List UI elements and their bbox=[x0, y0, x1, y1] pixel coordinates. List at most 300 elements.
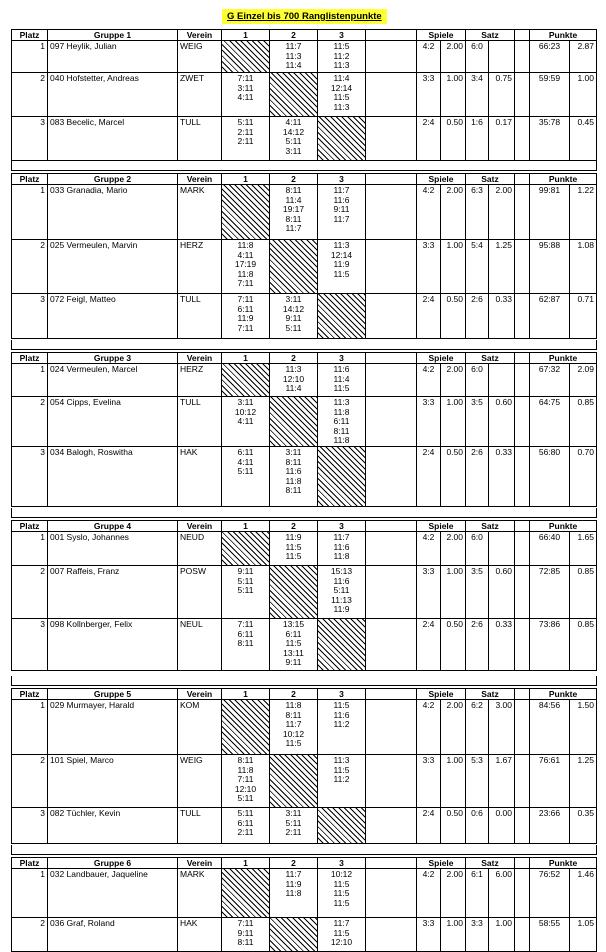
spacer-cell bbox=[365, 755, 416, 808]
cell-text: 1.25 bbox=[495, 240, 512, 250]
cell-text: NEUD bbox=[180, 532, 205, 542]
set-score: 11:4 bbox=[285, 194, 302, 205]
set-score: 5:11 bbox=[285, 817, 302, 828]
self-match-hatched-cell bbox=[221, 532, 269, 566]
cell-spiele bbox=[416, 41, 440, 73]
set-score: 11:2 bbox=[333, 719, 350, 730]
header-satz: Satz bbox=[465, 520, 514, 532]
cell-text: 2.00 bbox=[446, 364, 463, 374]
cell-text: 62:87 bbox=[538, 294, 561, 304]
cell-text: 0.33 bbox=[495, 619, 512, 629]
cell-satz bbox=[465, 117, 488, 161]
cell-punkte bbox=[529, 808, 569, 844]
cell-satz bbox=[465, 397, 488, 447]
header-verein: Verein bbox=[177, 173, 221, 185]
table-row bbox=[11, 294, 597, 339]
set-score: 7:11 bbox=[237, 322, 254, 333]
cell-text: NEUL bbox=[180, 619, 203, 629]
cell-punkte bbox=[529, 869, 569, 918]
set-score: 11:3 bbox=[333, 101, 350, 112]
set-score: 7:11 bbox=[237, 73, 254, 83]
cell-platz bbox=[11, 294, 47, 339]
header-gap bbox=[365, 857, 416, 869]
cell-p-q bbox=[569, 397, 597, 447]
cell-text: 025 Vermeulen, Marvin bbox=[50, 240, 138, 250]
cell-text bbox=[318, 364, 365, 395]
cell-text: 95:88 bbox=[538, 240, 561, 250]
header-group-name: Gruppe 6 bbox=[47, 857, 177, 869]
cell-text: 2:4 bbox=[422, 294, 435, 304]
table-row bbox=[11, 755, 597, 808]
cell-spiele bbox=[416, 447, 440, 507]
cell-s-q bbox=[440, 808, 465, 844]
set-score: 13:11 bbox=[283, 647, 304, 658]
cell-text: 1.00 bbox=[577, 73, 594, 83]
cell-text: 0.50 bbox=[446, 619, 463, 629]
set-score: 11:6 bbox=[333, 709, 350, 720]
cell-s-q bbox=[440, 364, 465, 397]
set-score: 3:11 bbox=[285, 447, 302, 457]
cell-text: 1.67 bbox=[495, 755, 512, 765]
set-score: 8:11 bbox=[285, 485, 302, 496]
header-gap bbox=[365, 520, 416, 532]
header-match-2: 2 bbox=[269, 688, 317, 700]
set-score: 11:3 bbox=[333, 240, 350, 250]
cell-sa-q bbox=[488, 185, 514, 240]
set-score: 5:11 bbox=[237, 585, 254, 596]
set-score: 11:13 bbox=[331, 594, 352, 605]
cell-text: 2:4 bbox=[422, 808, 435, 818]
cell-p-q bbox=[569, 73, 597, 117]
header-match-1: 1 bbox=[221, 857, 269, 869]
set-score: 11:8 bbox=[333, 406, 350, 417]
header-match-2: 2 bbox=[269, 352, 317, 364]
cell-spiele bbox=[416, 619, 440, 671]
set-score: 12:14 bbox=[330, 82, 353, 93]
cell-p-q bbox=[569, 41, 597, 73]
cell-text bbox=[318, 869, 365, 909]
cell-text: 3:3 bbox=[422, 755, 435, 765]
cell-punkte bbox=[529, 41, 569, 73]
set-score: 11:4 bbox=[333, 73, 350, 83]
cell-text: 3:3 bbox=[422, 566, 435, 576]
set-score: 5:11 bbox=[237, 575, 254, 586]
cell-text: 1.00 bbox=[446, 918, 463, 928]
cell-r3 bbox=[317, 532, 365, 566]
cell-text: 0.50 bbox=[446, 117, 463, 127]
self-match-hatched-cell bbox=[221, 185, 269, 240]
set-score: 2:11 bbox=[237, 126, 254, 137]
header-match-2: 2 bbox=[269, 520, 317, 532]
cell-sa-q bbox=[488, 918, 514, 952]
cell-name bbox=[47, 918, 177, 952]
set-score: 11:8 bbox=[285, 475, 302, 486]
spacer-cell bbox=[514, 240, 529, 294]
cell-text bbox=[318, 566, 365, 616]
cell-name bbox=[47, 397, 177, 447]
spacer-cell bbox=[514, 397, 529, 447]
cell-punkte bbox=[529, 117, 569, 161]
cell-platz bbox=[11, 240, 47, 294]
cell-text: 0.35 bbox=[577, 808, 594, 818]
header-satz: Satz bbox=[465, 688, 514, 700]
cell-platz bbox=[11, 700, 47, 755]
cell-text: 2.00 bbox=[446, 185, 463, 195]
cell-verein bbox=[177, 532, 221, 566]
cell-punkte bbox=[529, 397, 569, 447]
cell-r2 bbox=[269, 700, 317, 755]
cell-text: 3:5 bbox=[471, 566, 483, 576]
cell-text: 2 bbox=[40, 755, 45, 765]
set-score: 11:8 bbox=[333, 551, 350, 562]
cell-s-q bbox=[440, 397, 465, 447]
cell-text: 4:2 bbox=[422, 700, 435, 710]
cell-r3 bbox=[317, 240, 365, 294]
set-score: 11:7 bbox=[333, 213, 350, 224]
header-satz: Satz bbox=[465, 857, 514, 869]
cell-text: 0.60 bbox=[495, 566, 512, 576]
cell-p-q bbox=[569, 869, 597, 918]
cell-text: POSW bbox=[180, 566, 206, 576]
cell-text: 0.45 bbox=[577, 117, 594, 127]
cell-text: 3:3 bbox=[422, 397, 435, 407]
set-score: 7:11 bbox=[237, 918, 254, 928]
cell-text: 2:4 bbox=[422, 619, 435, 629]
set-score: 6:11 bbox=[333, 416, 350, 427]
cell-p-q bbox=[569, 755, 597, 808]
header-satz: Satz bbox=[465, 173, 514, 185]
cell-r1 bbox=[221, 566, 269, 619]
cell-r3 bbox=[317, 755, 365, 808]
cell-name bbox=[47, 755, 177, 808]
cell-text: 1.65 bbox=[577, 532, 594, 542]
cell-satz bbox=[465, 619, 488, 671]
cell-text: 0.85 bbox=[577, 397, 594, 407]
set-score: 11:3 bbox=[333, 397, 350, 407]
cell-text: 2 bbox=[40, 566, 45, 576]
cell-text bbox=[318, 397, 365, 447]
self-match-hatched-cell bbox=[269, 73, 317, 117]
cell-r1 bbox=[221, 117, 269, 161]
set-score: 6:11 bbox=[237, 447, 254, 457]
cell-text: TULL bbox=[180, 294, 201, 304]
cell-text: ZWET bbox=[180, 73, 205, 83]
cell-s-q bbox=[440, 185, 465, 240]
cell-text: 0.17 bbox=[495, 117, 512, 127]
cell-sa-q bbox=[488, 869, 514, 918]
set-score: 11:9 bbox=[333, 604, 350, 615]
header-spiele: Spiele bbox=[416, 857, 465, 869]
header-group-name: Gruppe 1 bbox=[47, 29, 177, 41]
set-score: 15:13 bbox=[330, 566, 353, 576]
cell-s-q bbox=[440, 447, 465, 507]
set-score: 8:11 bbox=[333, 425, 350, 436]
set-score: 11:6 bbox=[333, 575, 350, 586]
cell-text bbox=[489, 364, 514, 366]
cell-text bbox=[222, 240, 269, 290]
header-match-2: 2 bbox=[269, 29, 317, 41]
table-row bbox=[11, 117, 597, 161]
cell-s-q bbox=[440, 117, 465, 161]
set-score: 11:5 bbox=[333, 764, 350, 775]
cell-verein bbox=[177, 918, 221, 952]
spacer-cell bbox=[514, 73, 529, 117]
set-score: 4:11 bbox=[285, 117, 302, 127]
header-spiele: Spiele bbox=[416, 173, 465, 185]
self-match-hatched-cell bbox=[317, 447, 365, 507]
cell-text bbox=[270, 808, 317, 839]
cell-text: 082 Tüchler, Kevin bbox=[50, 808, 121, 818]
cell-text: 99:81 bbox=[538, 185, 561, 195]
cell-r3 bbox=[317, 397, 365, 447]
set-score: 5:11 bbox=[237, 808, 254, 818]
cell-text: 4:2 bbox=[422, 532, 435, 542]
cell-text: 66:40 bbox=[538, 532, 561, 542]
set-score: 11:7 bbox=[285, 719, 302, 730]
header-match-2: 2 bbox=[269, 173, 317, 185]
cell-sa-q bbox=[488, 117, 514, 161]
self-match-hatched-cell bbox=[317, 808, 365, 844]
cell-verein bbox=[177, 447, 221, 507]
set-score: 9:11 bbox=[333, 204, 350, 215]
cell-p-q bbox=[569, 447, 597, 507]
set-score: 4:11 bbox=[237, 456, 254, 467]
cell-verein bbox=[177, 566, 221, 619]
cell-text bbox=[318, 185, 365, 225]
cell-satz bbox=[465, 918, 488, 952]
cell-satz bbox=[465, 41, 488, 73]
cell-s-q bbox=[440, 700, 465, 755]
cell-text: 1 bbox=[40, 869, 45, 879]
cell-satz bbox=[465, 185, 488, 240]
set-score: 7:11 bbox=[237, 294, 254, 304]
spacer-cell bbox=[514, 566, 529, 619]
header-gap-2 bbox=[514, 520, 529, 532]
set-score: 3:11 bbox=[285, 145, 302, 156]
spacer-cell bbox=[514, 294, 529, 339]
set-score: 11:5 bbox=[333, 888, 350, 899]
cell-s-q bbox=[440, 532, 465, 566]
table-row bbox=[11, 447, 597, 507]
spacer-cell bbox=[514, 755, 529, 808]
header-match-1: 1 bbox=[221, 29, 269, 41]
header-gap-2 bbox=[514, 857, 529, 869]
cell-text: 2:6 bbox=[471, 619, 483, 629]
cell-text bbox=[222, 397, 269, 428]
cell-text bbox=[222, 619, 269, 650]
cell-satz bbox=[465, 447, 488, 507]
header-punkte: Punkte bbox=[529, 29, 597, 41]
cell-text bbox=[318, 918, 365, 949]
cell-text bbox=[270, 619, 317, 669]
cell-text: 1.00 bbox=[446, 397, 463, 407]
cell-text: 1.00 bbox=[446, 566, 463, 576]
header-spiele: Spiele bbox=[416, 29, 465, 41]
cell-sa-q bbox=[488, 619, 514, 671]
table-row bbox=[11, 700, 597, 755]
cell-text: 0.50 bbox=[446, 808, 463, 818]
cell-text: 6:3 bbox=[471, 185, 483, 195]
cell-text: 76:61 bbox=[538, 755, 561, 765]
header-punkte: Punkte bbox=[529, 520, 597, 532]
set-score: 11:8 bbox=[285, 700, 302, 710]
cell-p-q bbox=[569, 918, 597, 952]
cell-text: 2.87 bbox=[577, 41, 594, 51]
header-platz: Platz bbox=[11, 520, 47, 532]
cell-r3 bbox=[317, 185, 365, 240]
cell-name bbox=[47, 532, 177, 566]
cell-text: 67:32 bbox=[538, 364, 561, 374]
cell-text: WEIG bbox=[180, 755, 203, 765]
set-score: 11:7 bbox=[285, 41, 302, 51]
cell-text bbox=[222, 117, 269, 148]
self-match-hatched-cell bbox=[221, 41, 269, 73]
cell-text: 0.00 bbox=[495, 808, 512, 818]
cell-text: 1.00 bbox=[446, 755, 463, 765]
set-score: 11:5 bbox=[333, 41, 350, 51]
cell-verein bbox=[177, 185, 221, 240]
cell-text: 3:5 bbox=[471, 397, 483, 407]
set-score: 11:3 bbox=[285, 364, 302, 374]
cell-platz bbox=[11, 918, 47, 952]
cell-sa-q bbox=[488, 755, 514, 808]
set-score: 9:11 bbox=[285, 313, 302, 324]
cell-r2 bbox=[269, 41, 317, 73]
set-score: 11:3 bbox=[333, 60, 350, 71]
cell-text: 6:0 bbox=[471, 364, 483, 374]
set-score: 11:5 bbox=[333, 92, 350, 103]
cell-text bbox=[270, 532, 317, 563]
cell-platz bbox=[11, 755, 47, 808]
set-score: 11:5 bbox=[333, 268, 350, 279]
cell-spiele bbox=[416, 240, 440, 294]
header-platz: Platz bbox=[11, 29, 47, 41]
cell-text bbox=[318, 700, 365, 731]
cell-text: 35:78 bbox=[538, 117, 561, 127]
table-row bbox=[11, 364, 597, 397]
header-match-1: 1 bbox=[221, 688, 269, 700]
set-score: 11:5 bbox=[333, 878, 350, 889]
set-score: 12:10 bbox=[282, 373, 305, 384]
set-score: 7:11 bbox=[237, 774, 254, 785]
cell-text: 0.33 bbox=[495, 447, 512, 457]
cell-sa-q bbox=[488, 364, 514, 397]
header-match-3: 3 bbox=[317, 520, 365, 532]
header-gap bbox=[365, 688, 416, 700]
cell-text: 2:4 bbox=[422, 447, 435, 457]
cell-text: 0.50 bbox=[446, 294, 463, 304]
spacer-cell bbox=[514, 619, 529, 671]
header-gap-2 bbox=[514, 352, 529, 364]
cell-platz bbox=[11, 869, 47, 918]
cell-text: 0.33 bbox=[495, 294, 512, 304]
cell-s-q bbox=[440, 918, 465, 952]
cell-spiele bbox=[416, 117, 440, 161]
cell-text: 0.75 bbox=[495, 73, 512, 83]
cell-text: 007 Raffeis, Franz bbox=[50, 566, 120, 576]
cell-text: 040 Hofstetter, Andreas bbox=[50, 73, 139, 83]
cell-satz bbox=[465, 364, 488, 397]
cell-text: 58:55 bbox=[538, 918, 561, 928]
table-row bbox=[11, 808, 597, 844]
cell-text: HAK bbox=[180, 447, 198, 457]
header-punkte: Punkte bbox=[529, 857, 597, 869]
cell-sa-q bbox=[488, 41, 514, 73]
cell-text: 73:86 bbox=[538, 619, 561, 629]
cell-text: 1 bbox=[40, 41, 45, 51]
header-match-3: 3 bbox=[317, 857, 365, 869]
set-score: 11:7 bbox=[285, 223, 302, 234]
cell-s-q bbox=[440, 73, 465, 117]
cell-text: 84:56 bbox=[538, 700, 561, 710]
cell-text: 66:23 bbox=[538, 41, 561, 51]
cell-text: 3 bbox=[40, 808, 45, 818]
spacer-cell bbox=[365, 566, 416, 619]
set-score: 11:7 bbox=[333, 185, 350, 195]
cell-text: 3.00 bbox=[495, 700, 512, 710]
cell-text: 054 Cipps, Evelina bbox=[50, 397, 121, 407]
spacer-cell bbox=[365, 185, 416, 240]
cell-p-q bbox=[569, 185, 597, 240]
cell-spiele bbox=[416, 364, 440, 397]
cell-text: 0.85 bbox=[577, 619, 594, 629]
cell-text bbox=[270, 700, 317, 750]
set-score: 8:11 bbox=[237, 937, 254, 948]
cell-text: 76:52 bbox=[538, 869, 561, 879]
set-score: 8:11 bbox=[237, 755, 254, 765]
spacer-cell bbox=[365, 918, 416, 952]
cell-platz bbox=[11, 447, 47, 507]
cell-text: 0.70 bbox=[577, 447, 594, 457]
set-score: 11:8 bbox=[237, 268, 254, 279]
table-row bbox=[11, 240, 597, 294]
cell-punkte bbox=[529, 532, 569, 566]
set-score: 9:11 bbox=[285, 657, 302, 668]
header-match-1: 1 bbox=[221, 352, 269, 364]
set-score: 14:12 bbox=[282, 303, 305, 314]
cell-text: 2 bbox=[40, 397, 45, 407]
set-score: 9:11 bbox=[237, 566, 254, 576]
cell-text: 1 bbox=[40, 185, 45, 195]
cell-text bbox=[222, 808, 269, 839]
cell-r1 bbox=[221, 808, 269, 844]
cell-p-q bbox=[569, 566, 597, 619]
cell-r1 bbox=[221, 755, 269, 808]
cell-verein bbox=[177, 397, 221, 447]
cell-text: 0.71 bbox=[577, 294, 594, 304]
spacer-cell bbox=[514, 918, 529, 952]
cell-text: 72:85 bbox=[538, 566, 561, 576]
cell-text: 4:2 bbox=[422, 41, 435, 51]
header-verein: Verein bbox=[177, 352, 221, 364]
cell-punkte bbox=[529, 700, 569, 755]
cell-satz bbox=[465, 869, 488, 918]
cell-text bbox=[318, 41, 365, 72]
cell-text: 036 Graf, Roland bbox=[50, 918, 115, 928]
cell-spiele bbox=[416, 532, 440, 566]
set-score: 2:11 bbox=[285, 827, 302, 838]
cell-text: 033 Granadia, Mario bbox=[50, 185, 128, 195]
set-score: 11:6 bbox=[333, 364, 350, 374]
header-group-name: Gruppe 2 bbox=[47, 173, 177, 185]
spacer-cell bbox=[365, 364, 416, 397]
cell-platz bbox=[11, 364, 47, 397]
header-punkte: Punkte bbox=[529, 173, 597, 185]
cell-text: 098 Kollnberger, Felix bbox=[50, 619, 133, 629]
spacer-cell bbox=[514, 869, 529, 918]
cell-text: 3 bbox=[40, 117, 45, 127]
cell-r2 bbox=[269, 532, 317, 566]
